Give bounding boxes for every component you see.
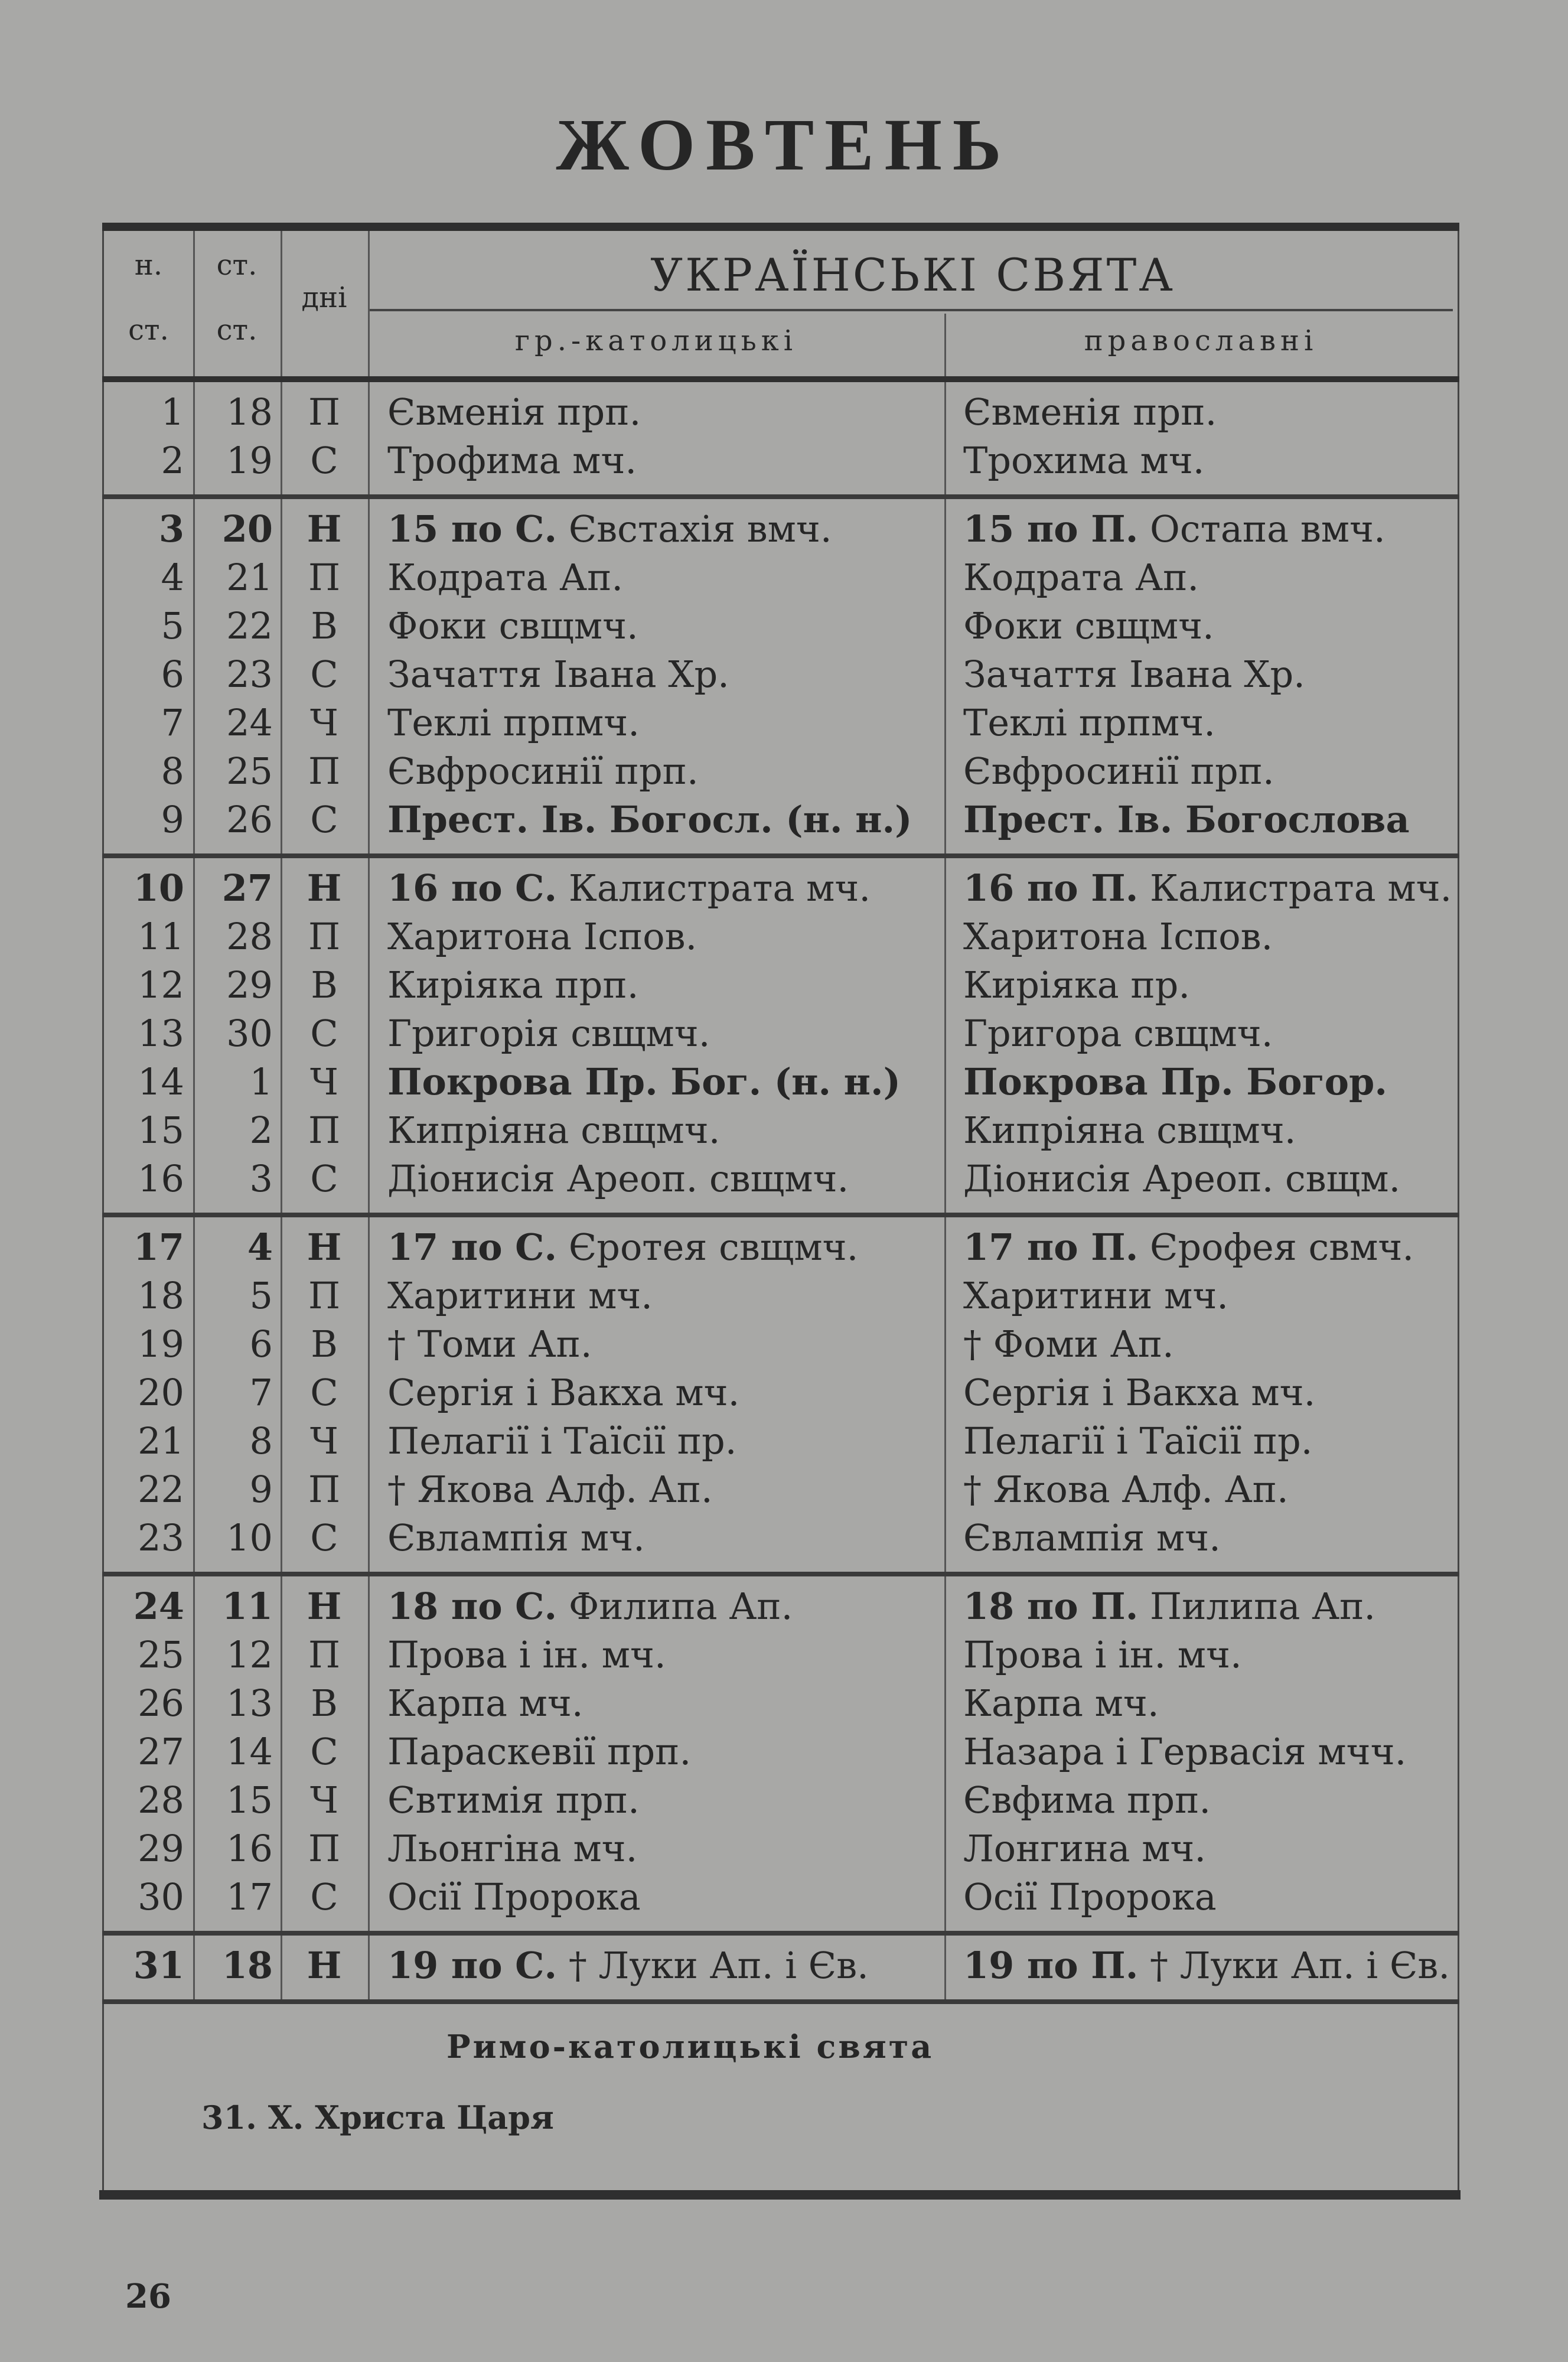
weekday: Ч: [310, 1060, 338, 1103]
weekday: П: [308, 1827, 341, 1870]
greek-catholic-feast: [387, 1009, 710, 1058]
orthodox-feast-bold: 19 по П.: [963, 1944, 1139, 1987]
old-style-date: 22: [226, 604, 273, 647]
greek-catholic-feast: [387, 1369, 739, 1417]
orthodox-feast-bold: 18 по П.: [963, 1585, 1139, 1628]
orthodox-feast: [963, 1272, 1228, 1320]
greek-catholic-feast-text: Карпа мч.: [387, 1682, 583, 1725]
weekday: С: [310, 653, 338, 696]
orthodox-feast: [963, 1369, 1315, 1417]
weekday: С: [310, 1012, 338, 1055]
table-row: [104, 1009, 1458, 1058]
orthodox-feast-text: Зачаття Івана Хр.: [963, 653, 1305, 696]
greek-catholic-feast-bold: 16 по С.: [387, 866, 558, 910]
greek-catholic-feast-bold: 15 по С.: [387, 507, 558, 550]
table-row: [104, 436, 1458, 485]
orthodox-feast: [963, 602, 1214, 650]
header-orthodox: православні: [1084, 324, 1318, 357]
greek-catholic-feast-text: Харитона Іспов.: [387, 915, 697, 958]
new-style-date: 30: [138, 1875, 184, 1918]
orthodox-feast: [963, 796, 1410, 844]
new-style-date: 11: [138, 915, 184, 958]
weekday: С: [310, 1730, 338, 1773]
table-row: [104, 1155, 1458, 1203]
orthodox-feast-text: Євлампія мч.: [963, 1516, 1221, 1559]
greek-catholic-feast: [387, 1417, 736, 1465]
greek-catholic-feast-text: † Томи Ап.: [387, 1322, 592, 1366]
orthodox-feast: [963, 436, 1204, 485]
old-style-date: 16: [226, 1827, 273, 1870]
orthodox-feast: [963, 1873, 1217, 1921]
top-rule: [102, 223, 1459, 231]
greek-catholic-feast-text: Діонисія Ареоп. свщмч.: [387, 1157, 849, 1200]
old-style-date: 20: [221, 507, 273, 550]
weekday: Н: [307, 507, 342, 550]
table-header: [102, 231, 1459, 376]
roman-catholic-section: [102, 2004, 1459, 2199]
orthodox-feast: [963, 864, 1452, 913]
new-style-date: 4: [161, 556, 184, 599]
orthodox-feast-text: Діонисія Ареоп. свщм.: [963, 1157, 1401, 1200]
old-style-date: 7: [249, 1371, 273, 1414]
orthodox-feast: [963, 961, 1190, 1009]
table-row: [104, 1873, 1458, 1921]
orthodox-feast-text: Пелагії і Таїсії пр.: [963, 1419, 1313, 1462]
table-row: [104, 1825, 1458, 1873]
header-greek-catholic: гр.-католицькі: [514, 324, 798, 357]
group-separator: [102, 853, 1459, 858]
old-style-date: 3: [249, 1157, 273, 1200]
calendar-table: [102, 223, 1459, 2199]
weekday: Н: [307, 1944, 342, 1987]
orthodox-feast-text: Григора свщмч.: [963, 1012, 1273, 1055]
greek-catholic-feast: [387, 1679, 583, 1728]
weekday: С: [310, 1516, 338, 1559]
new-style-date: 15: [138, 1109, 184, 1152]
new-style-date: 24: [133, 1585, 184, 1628]
group-separator: [102, 494, 1459, 499]
greek-catholic-feast: [387, 1465, 713, 1514]
table-row: [104, 961, 1458, 1009]
new-style-date: 23: [138, 1516, 184, 1559]
week-group: [102, 1576, 1459, 1931]
table-row: [104, 1631, 1458, 1679]
new-style-date: 3: [158, 507, 184, 550]
table-row: [104, 864, 1458, 913]
new-style-date: 22: [138, 1468, 184, 1511]
orthodox-feast-text: Євфросинії прп.: [963, 750, 1274, 793]
greek-catholic-feast-text: † Луки Ап. і Єв.: [557, 1944, 869, 1987]
greek-catholic-feast: [387, 1320, 592, 1369]
table-row: [104, 1320, 1458, 1369]
orthodox-feast-text: Євфима прп.: [963, 1778, 1211, 1822]
new-style-date: 5: [161, 604, 184, 647]
orthodox-feast-text: Калистрата мч.: [1138, 866, 1452, 910]
weekday: П: [308, 1633, 341, 1676]
table-row: [104, 1272, 1458, 1320]
new-style-date: 14: [138, 1060, 184, 1103]
greek-catholic-feast-bold: 18 по С.: [387, 1585, 558, 1628]
weekday: В: [311, 604, 338, 647]
greek-catholic-feast: [387, 650, 729, 699]
old-style-date: 29: [226, 963, 273, 1006]
greek-catholic-feast: [387, 1776, 640, 1825]
orthodox-feast: [963, 1223, 1414, 1272]
new-style-date: 27: [138, 1730, 184, 1773]
weekday: Н: [307, 1226, 342, 1269]
weekday: В: [311, 1682, 338, 1725]
header-new-style-2: ст.: [128, 314, 169, 347]
greek-catholic-feast: [387, 1941, 869, 1990]
orthodox-feast: [963, 1155, 1400, 1203]
old-style-date: 6: [249, 1322, 273, 1366]
old-style-date: 30: [226, 1012, 273, 1055]
table-row: [104, 1417, 1458, 1465]
greek-catholic-feast-text: Єротея свщмч.: [557, 1226, 859, 1269]
greek-catholic-feast: [387, 1631, 666, 1679]
weekday: П: [308, 750, 341, 793]
weekday: С: [310, 1157, 338, 1200]
new-style-date: 13: [138, 1012, 184, 1055]
weekday: Н: [307, 1585, 342, 1628]
table-row: [104, 1728, 1458, 1776]
greek-catholic-feast: [387, 436, 637, 485]
old-style-date: 14: [226, 1730, 273, 1773]
greek-catholic-feast: [387, 1272, 653, 1320]
old-style-date: 18: [226, 390, 273, 434]
new-style-date: 31: [133, 1944, 184, 1987]
old-style-date: 27: [221, 866, 273, 910]
greek-catholic-feast: [387, 1155, 849, 1203]
week-group: [102, 382, 1459, 494]
header-rule: [102, 376, 1459, 382]
greek-catholic-feast-text: Сергія і Вакха мч.: [387, 1371, 740, 1414]
new-style-date: 16: [138, 1157, 184, 1200]
new-style-date: 19: [138, 1322, 184, 1366]
weekday: С: [310, 1371, 338, 1414]
old-style-date: 24: [226, 701, 273, 744]
greek-catholic-feast-text: Осії Пророка: [387, 1875, 641, 1918]
table-row: [104, 1369, 1458, 1417]
roman-catholic-heading: Римо-католицькі свята: [446, 2028, 934, 2065]
new-style-date: 12: [138, 963, 184, 1006]
orthodox-feast: [963, 1514, 1221, 1562]
orthodox-feast: [963, 1320, 1174, 1369]
old-style-date: 25: [226, 750, 273, 793]
greek-catholic-feast: [387, 747, 699, 796]
group-separator: [102, 1931, 1459, 1936]
greek-catholic-feast-text: Євтимія прп.: [387, 1778, 640, 1822]
weekday: Ч: [310, 701, 338, 744]
new-style-date: 18: [138, 1274, 184, 1317]
orthodox-feast-bold: Покрова Пр. Богор.: [963, 1060, 1387, 1103]
greek-catholic-feast-text: Кипріяна свщмч.: [387, 1109, 721, 1152]
orthodox-feast-bold: 17 по П.: [963, 1226, 1139, 1269]
weekday: С: [310, 798, 338, 841]
greek-catholic-feast-bold: 19 по С.: [387, 1944, 558, 1987]
orthodox-feast-text: Карпа мч.: [963, 1682, 1159, 1725]
table-row: [104, 1223, 1458, 1272]
greek-catholic-feast: [387, 602, 638, 650]
table-row: [104, 1514, 1458, 1562]
greek-catholic-feast-text: Харитини мч.: [387, 1274, 653, 1317]
orthodox-feast: [963, 388, 1217, 436]
weekday: П: [308, 1109, 341, 1152]
week-group: [102, 858, 1459, 1213]
table-row: [104, 1941, 1458, 1990]
old-style-date: 9: [249, 1468, 273, 1511]
weekday: Н: [307, 866, 342, 910]
greek-catholic-feast: [387, 1728, 691, 1776]
group-separator: [102, 1213, 1459, 1217]
old-style-date: 2: [249, 1109, 273, 1152]
greek-catholic-feast-text: Филипа Ап.: [557, 1585, 793, 1628]
orthodox-feast-text: Фоки свщмч.: [963, 604, 1214, 647]
greek-catholic-feast-text: Григорія свщмч.: [387, 1012, 710, 1055]
orthodox-feast-text: Киріяка пр.: [963, 963, 1191, 1006]
orthodox-feast-text: † Фоми Ап.: [963, 1322, 1174, 1366]
old-style-date: 12: [226, 1633, 273, 1676]
table-row: [104, 388, 1458, 436]
orthodox-feast-text: Назара і Гервасія мчч.: [963, 1730, 1407, 1773]
old-style-date: 1: [249, 1060, 273, 1103]
orthodox-feast: [963, 1417, 1312, 1465]
greek-catholic-feast: [387, 961, 638, 1009]
orthodox-feast: [963, 747, 1274, 796]
greek-catholic-feast: [387, 1106, 720, 1155]
table-row: [104, 913, 1458, 961]
old-style-date: 26: [226, 798, 273, 841]
greek-catholic-feast-bold: Покрова Пр. Бог. (н. н.): [387, 1060, 901, 1103]
orthodox-feast-bold: 16 по П.: [963, 866, 1139, 910]
table-row: [104, 796, 1458, 844]
orthodox-feast-text: Євменія прп.: [963, 390, 1217, 434]
greek-catholic-feast-text: Калистрата мч.: [557, 866, 871, 910]
old-style-date: 28: [226, 915, 273, 958]
orthodox-feast: [963, 650, 1305, 699]
orthodox-feast: [963, 1465, 1289, 1514]
week-group: [102, 1936, 1459, 1999]
greek-catholic-feast: [387, 1582, 793, 1631]
greek-catholic-feast-text: † Якова Алф. Ап.: [387, 1468, 713, 1511]
page-title: ЖОВТЕНЬ: [556, 105, 1012, 186]
greek-catholic-feast-text: Кодрата Ап.: [387, 556, 624, 599]
header-new-style-1: н.: [134, 249, 163, 282]
weekday: П: [308, 1274, 341, 1317]
weekday: П: [308, 915, 341, 958]
new-style-date: 7: [161, 701, 184, 744]
orthodox-feast-text: Прова і ін. мч.: [963, 1633, 1242, 1676]
orthodox-feast: [963, 1009, 1273, 1058]
weekday: С: [310, 439, 338, 482]
orthodox-feast: [963, 1728, 1406, 1776]
table-row: [104, 1582, 1458, 1631]
greek-catholic-feast: [387, 388, 641, 436]
greek-catholic-feast: [387, 1058, 901, 1106]
greek-catholic-feast-text: Євфросинії прп.: [387, 750, 699, 793]
table-row: [104, 1776, 1458, 1825]
header-days: дні: [301, 281, 347, 314]
greek-catholic-feast-text: Пелагії і Таїсії пр.: [387, 1419, 737, 1462]
table-row: [104, 1106, 1458, 1155]
table-row: [104, 747, 1458, 796]
orthodox-feast-bold: 15 по П.: [963, 507, 1139, 550]
orthodox-feast: [963, 1058, 1387, 1106]
weekday: П: [308, 390, 341, 434]
greek-catholic-feast: [387, 505, 832, 553]
orthodox-feast: [963, 1679, 1159, 1728]
orthodox-feast: [963, 1825, 1206, 1873]
weekday: Ч: [310, 1778, 338, 1822]
old-style-date: 18: [221, 1944, 273, 1987]
greek-catholic-feast: [387, 1514, 645, 1562]
new-style-date: 29: [138, 1827, 184, 1870]
greek-catholic-feast: [387, 699, 640, 747]
new-style-date: 8: [161, 750, 184, 793]
greek-catholic-feast-text: Киріяка прп.: [387, 963, 639, 1006]
orthodox-feast-text: Єрофея свмч.: [1138, 1226, 1414, 1269]
old-style-date: 11: [221, 1585, 273, 1628]
greek-catholic-feast: [387, 1873, 641, 1921]
orthodox-feast-text: Харитини мч.: [963, 1274, 1229, 1317]
orthodox-feast: [963, 1631, 1242, 1679]
new-style-date: 17: [133, 1226, 184, 1269]
week-group: [102, 1217, 1459, 1572]
weekday: П: [308, 1468, 341, 1511]
orthodox-feast-text: Кодрата Ап.: [963, 556, 1199, 599]
orthodox-feast: [963, 1941, 1450, 1990]
header-old-style-2: ст.: [216, 314, 257, 347]
greek-catholic-feast-text: Трофима мч.: [387, 439, 637, 482]
weekday: Ч: [310, 1419, 338, 1462]
orthodox-feast: [963, 699, 1215, 747]
table-row: [104, 602, 1458, 650]
orthodox-feast: [963, 505, 1386, 553]
greek-catholic-feast-text: Зачаття Івана Хр.: [387, 653, 729, 696]
old-style-date: 15: [226, 1778, 273, 1822]
greek-catholic-feast: [387, 1825, 637, 1873]
greek-catholic-feast: [387, 1223, 858, 1272]
table-row: [104, 1679, 1458, 1728]
group-separator: [102, 1999, 1459, 2004]
orthodox-feast: [963, 553, 1199, 602]
new-style-date: 25: [138, 1633, 184, 1676]
old-style-date: 17: [226, 1875, 273, 1918]
weekday: В: [311, 1322, 338, 1366]
orthodox-feast-text: Сергія і Вакха мч.: [963, 1371, 1316, 1414]
orthodox-feast-text: Кипріяна свщмч.: [963, 1109, 1296, 1152]
new-style-date: 1: [161, 390, 184, 434]
table-row: [104, 1058, 1458, 1106]
header-old-style-1: ст.: [216, 249, 257, 282]
old-style-date: 4: [247, 1226, 273, 1269]
orthodox-feast: [963, 1582, 1375, 1631]
old-style-date: 10: [226, 1516, 273, 1559]
greek-catholic-feast: [387, 864, 871, 913]
new-style-date: 28: [138, 1778, 184, 1822]
greek-catholic-feast-text: Теклі прпмч.: [387, 701, 640, 744]
weekday: П: [308, 556, 341, 599]
group-separator: [102, 1572, 1459, 1576]
table-row: [104, 505, 1458, 553]
table-body: [102, 382, 1459, 2004]
new-style-date: 9: [161, 798, 184, 841]
greek-catholic-feast-bold: 17 по С.: [387, 1226, 558, 1269]
old-style-date: 13: [226, 1682, 273, 1725]
old-style-date: 8: [249, 1419, 273, 1462]
greek-catholic-feast: [387, 913, 697, 961]
greek-catholic-feast: [387, 796, 912, 844]
table-row: [104, 553, 1458, 602]
orthodox-feast-text: Осії Пророка: [963, 1875, 1217, 1918]
greek-catholic-feast-bold: Прест. Ів. Богосл. (н. н.): [387, 798, 912, 841]
bottom-rule: [99, 2190, 1461, 2200]
table-row: [104, 699, 1458, 747]
orthodox-feast-text: Трохима мч.: [963, 439, 1205, 482]
orthodox-feast: [963, 913, 1273, 961]
orthodox-feast-text: Теклі прпмч.: [963, 701, 1215, 744]
orthodox-feast-text: Остапа вмч.: [1138, 507, 1386, 550]
greek-catholic-feast-text: Параскевії прп.: [387, 1730, 692, 1773]
greek-catholic-feast-text: Фоки свщмч.: [387, 604, 638, 647]
new-style-date: 10: [133, 866, 184, 910]
new-style-date: 26: [138, 1682, 184, 1725]
orthodox-feast: [963, 1776, 1211, 1825]
page-number: 26: [125, 2277, 171, 2316]
roman-catholic-entry: 31. Х. Христа Царя: [201, 2099, 554, 2136]
greek-catholic-feast-text: Прова і ін. мч.: [387, 1633, 666, 1676]
header-ukrainian-holidays: УКРАЇНСЬКІ СВЯТА: [650, 249, 1175, 301]
orthodox-feast-bold: Прест. Ів. Богослова: [963, 798, 1410, 841]
old-style-date: 21: [226, 556, 273, 599]
table-row: [104, 1465, 1458, 1514]
new-style-date: 20: [138, 1371, 184, 1414]
greek-catholic-feast-text: Євменія прп.: [387, 390, 641, 434]
orthodox-feast-text: Харитона Іспов.: [963, 915, 1273, 958]
new-style-date: 2: [161, 439, 184, 482]
orthodox-feast-text: Пилипа Ап.: [1138, 1585, 1376, 1628]
old-style-date: 23: [226, 653, 273, 696]
weekday: С: [310, 1875, 338, 1918]
greek-catholic-feast-text: Євстахія вмч.: [557, 507, 832, 550]
greek-catholic-feast-text: Льонгіна мч.: [387, 1827, 638, 1870]
week-group: [102, 499, 1459, 853]
greek-catholic-feast-text: Євлампія мч.: [387, 1516, 645, 1559]
weekday: В: [311, 963, 338, 1006]
greek-catholic-feast: [387, 553, 623, 602]
table-row: [104, 650, 1458, 699]
orthodox-feast-text: Лонгина мч.: [963, 1827, 1207, 1870]
old-style-date: 19: [226, 439, 273, 482]
orthodox-feast: [963, 1106, 1296, 1155]
new-style-date: 6: [161, 653, 184, 696]
old-style-date: 5: [249, 1274, 273, 1317]
orthodox-feast-text: † Якова Алф. Ап.: [963, 1468, 1289, 1511]
orthodox-feast-text: † Луки Ап. і Єв.: [1138, 1944, 1450, 1987]
new-style-date: 21: [138, 1419, 184, 1462]
